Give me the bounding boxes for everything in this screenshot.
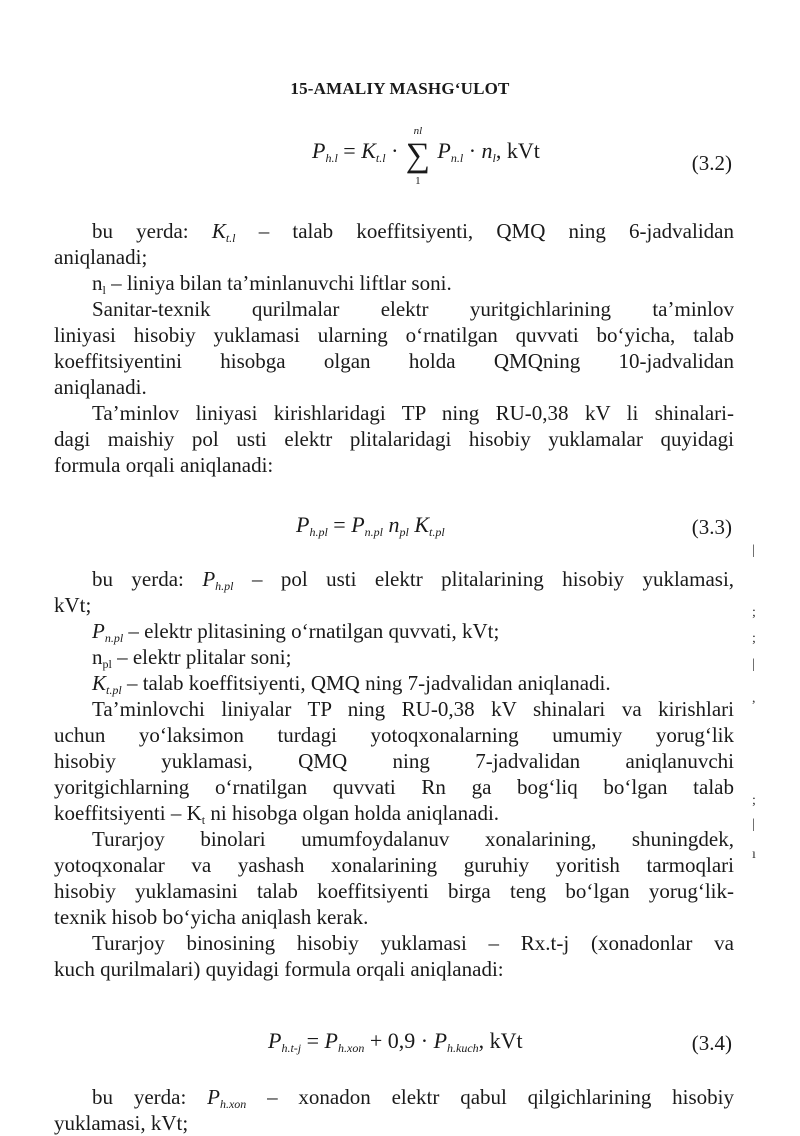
text-line: $n_l$ – liniya bilan ta’minlanuvchi liftlar soni.: [92, 271, 452, 297]
eq2-rhs1: P: [351, 512, 365, 537]
eq1-lhs: P: [312, 138, 326, 163]
text-line: kuch qurilmalari) quyidagi formula orqali aniqlanadi:: [54, 957, 504, 981]
equation-number: (3.3): [691, 515, 732, 539]
text-line: texnik hisob bo‘yicha aniqlash kerak.: [54, 905, 369, 929]
text-line: yotoqxonalar va yashash xonalarining guruhiy yoritish tarmoqlari: [54, 853, 734, 877]
text-line: $P_{n.pl}$ – elektr plitasining o‘rnatilgan quvvati, kVt;: [92, 619, 500, 645]
text-line: koeffitsiyenti – $K_t$ ni hisobga olgan holda aniqlanadi.: [54, 801, 500, 827]
text-line: aniqlanadi.: [54, 375, 147, 399]
eq1-k-sub: t.l: [375, 151, 386, 165]
scan-mark: |: [752, 657, 755, 672]
equation-number: (3.4): [691, 1031, 732, 1055]
page-title: 15-AMALIY MASHG‘ULOT: [290, 79, 510, 98]
scan-mark: ;: [752, 631, 756, 646]
text-line: formula orqali aniqlanadi:: [54, 453, 274, 477]
eq1-n: n: [481, 138, 493, 163]
eq2-rhs1-sub: n.pl: [364, 525, 384, 539]
text-line: $K_{t.pl}$ – talab koeffitsiyenti, QMQ ning 7-jadvalidan aniqlanadi.: [92, 671, 611, 697]
eq3-rhs2-sub: h.kuch: [447, 1041, 479, 1055]
sum-upper-limit: nl: [413, 125, 423, 137]
text-line: bu yerda: $P_{h.xon}$ – xonadon elektr qabul qilgichlarining hisobiy: [92, 1085, 734, 1111]
equation-3-4-body: $P_{h.t-j} = P_{h.xon} + 0,9 \cdot P_{h.kuch}$, kVt: [268, 1028, 523, 1055]
text-line: kVt;: [54, 593, 92, 617]
scan-mark: |: [752, 817, 755, 832]
eq1-n-sub: l: [492, 151, 496, 165]
equation-number: (3.2): [691, 151, 732, 175]
paragraph-block-3: [54, 1084, 734, 1136]
text-line: yuklamasi, kVt;: [54, 1111, 189, 1135]
text-line: Sanitar-texnik qurilmalar elektr yuritgichlarining ta’minlov: [92, 297, 734, 321]
text-line: $n_{pl}$ – elektr plitalar soni;: [92, 645, 292, 671]
text-line: hisobiy yuklamasi, QMQ ning 7-jadvalidan aniqlanuvchi: [54, 749, 734, 773]
eq1-unit: , kVt: [495, 138, 540, 163]
sum-symbol: nl ∑ 1: [405, 125, 431, 187]
text-line: Ta’minlovchi liniyalar TP ning RU-0,38 kV shinalari va kirishlari: [92, 697, 734, 721]
paragraph-block-1: [54, 218, 734, 478]
text-line: liniyasi hisobiy yuklamasi ularning o‘rnatilgan quvvati bo‘yicha, talab: [54, 323, 734, 347]
text-line: hisobiy yuklamasini talab koeffitsiyenti birga teng bo‘lgan yorug‘lik-: [54, 879, 734, 903]
eq3-rhs2: P: [433, 1028, 448, 1053]
scan-mark: ,: [752, 691, 756, 706]
text-line: uchun yo‘laksimon turdagi yotoqxonalarning umumiy yorug‘lik: [54, 723, 734, 747]
text-line: bu yerda: $P_{h.pl}$ – pol usti elektr plitalarining hisobiy yuklamasi,: [92, 567, 735, 593]
text-line: Turarjoy binosining hisobiy yuklamasi – Rx.t-j (xonadonlar va: [92, 931, 734, 955]
sum-lower-limit: 1: [415, 175, 421, 187]
eq2-rhs2-sub: pl: [399, 525, 409, 539]
eq3-rhs1-sub: h.xon: [338, 1041, 365, 1055]
equation-3-2-body: $P_{h.l} = K_{t.l}$ · nl ∑ 1 $P_{n.l} \cdot n_l$, kVt: [312, 125, 540, 187]
scan-mark: ;: [752, 793, 756, 808]
eq2-rhs3-sub: t.pl: [429, 525, 445, 539]
equation-3-3-body: $P_{h.pl} = P_{n.pl}$ $n_{pl}$ $K_{t.pl}$: [296, 512, 445, 539]
text-line: dagi maishiy pol usti elektr plitalaridagi hisobiy yuklamalar quyidagi: [54, 427, 734, 451]
text-line: Turarjoy binolari umumfoydalanuv xonalarining, shuningdek,: [92, 827, 734, 851]
eq2-lhs: P: [296, 512, 310, 537]
eq1-p: P: [437, 138, 451, 163]
eq2-rhs3: K: [414, 512, 430, 537]
eq2-lhs-sub: h.pl: [309, 525, 328, 539]
eq3-lhs-sub: h.t-j: [281, 1041, 302, 1055]
text-line: Ta’minlov liniyasi kirishlaridagi TP ning RU-0,38 kV li shinalari-: [92, 401, 734, 425]
eq1-k: K: [361, 138, 376, 163]
eq3-coefficient: + 0,9 ·: [369, 1028, 429, 1053]
eq3-rhs1: P: [324, 1028, 338, 1053]
eq3-lhs: P: [268, 1028, 282, 1053]
scan-mark: ;: [752, 605, 756, 620]
text-line: yoritgichlarning o‘rnatilgan quvvati Rn ga bog‘liq bo‘lgan talab: [54, 775, 734, 799]
text-line: bu yerda: $K_{t.l}$ – talab koeffitsiyenti, QMQ ning 6-jadvalidan: [92, 219, 734, 245]
eq3-unit: , kVt: [478, 1028, 523, 1053]
text-line: aniqlanadi;: [54, 245, 148, 269]
eq2-rhs2: n: [388, 512, 400, 537]
paragraph-block-2: [54, 566, 734, 982]
scan-mark: |: [752, 543, 755, 558]
eq1-p-sub: n.l: [450, 151, 464, 165]
text-line: koeffitsiyentini hisobga olgan holda QMQning 10-jadvalidan: [54, 349, 734, 373]
eq1-lhs-sub: h.l: [325, 151, 338, 165]
scan-mark: ı: [752, 847, 756, 862]
